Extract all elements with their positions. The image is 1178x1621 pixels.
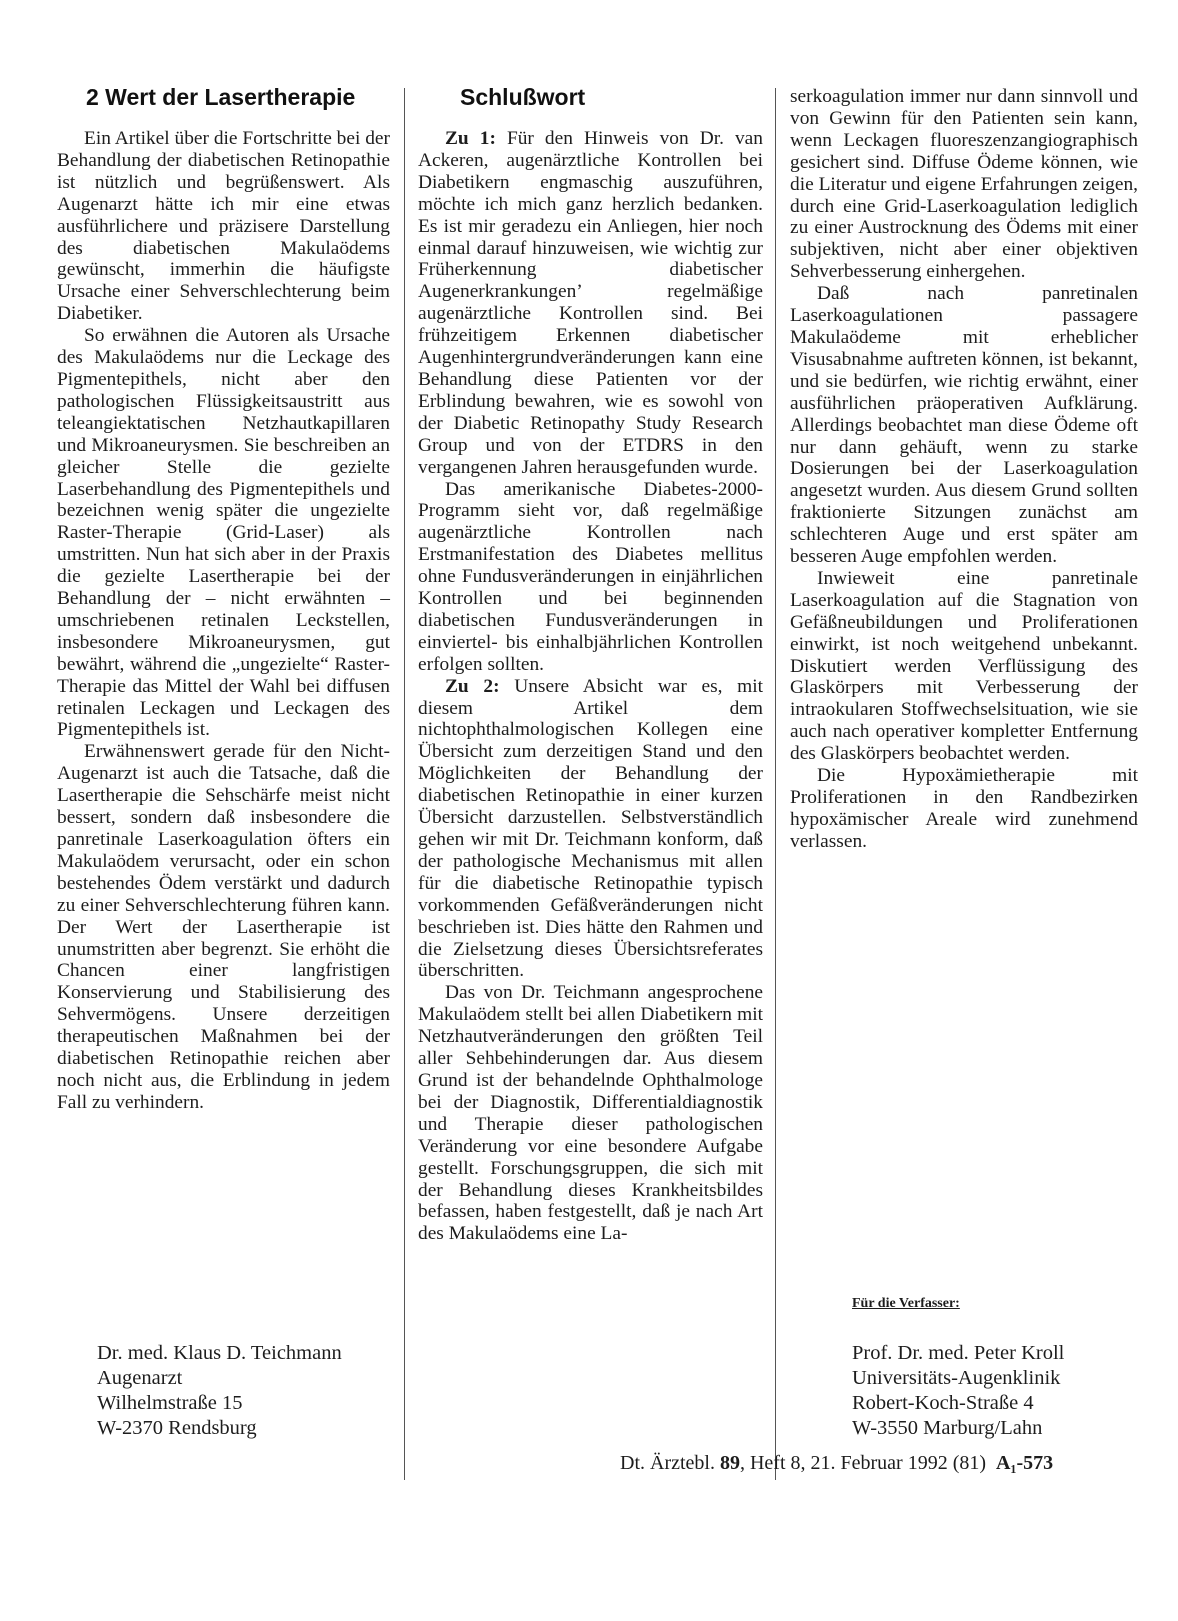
author-name: Dr. med. Klaus D. Teichmann	[97, 1342, 342, 1364]
paragraph: Das von Dr. Teichmann angesprochene Makulaödem stellt bei allen Diabetikern mit Netzhautveränderungen den größten Teil aller Sehbehinderungen dar. Aus diesem Grund ist der behandelnde Ophthalmologe bei der Diagnostik, Differentialdiagnostik und Therapie dieser pathologischen Veränderung vor eine besondere Aufgabe gestellt. Forschungsgruppen, die sich mit der Behandlung dieses Krankheitsbildes befassen, haben festgestellt, daß je nach Art des Makulaödems eine La-	[418, 982, 763, 1245]
paragraph: Daß nach panretinalen Laserkoagulationen passagere Makulaödeme mit erheblicher Visusabnahme auftreten können, ist bekannt, und sie bedürfen, wie richtig erwähnt, einer ausführlichen präoperativen Aufklärung. Allerdings beobachtet man diese Ödeme oft nur dann gehäuft, wenn zu starke Dosierungen bei der Laserkoagulation angesetzt wurden. Aus diesem Grund sollten fraktionierte Sitzungen zunächst am schlechteren Auge und erst später am besseren Auge empfohlen werden.	[790, 283, 1138, 568]
author-street: Robert-Koch-Straße 4	[852, 1392, 1034, 1414]
paragraph-lead: Zu 1:	[445, 128, 496, 149]
section-heading: 2 Wert der Lasertherapie	[86, 84, 356, 110]
paragraph: Das amerikanische Diabetes-2000-Programm sieht vor, daß regelmäßige augenärztliche Kontrollen nach Erstmanifestation des Diabetes mellitus ohne Fundusveränderungen in einjährlichen Kontrollen und bei beginnenden diabetischen Fundusveränderungen in einviertel- bis einhalbjährlichen Kontrollen erfolgen sollten.	[418, 478, 763, 675]
author-city: W-3550 Marburg/Lahn	[852, 1417, 1043, 1439]
page-footer	[620, 1452, 1053, 1475]
page-number: A₁-573	[996, 1452, 1054, 1474]
column-middle	[418, 84, 763, 1245]
paragraph: Die Hypoxämietherapie mit Proliferationen in den Randbezirken hypoxämischer Areale wird zunehmend verlassen.	[790, 765, 1138, 852]
column-left	[57, 84, 390, 1114]
paragraph: So erwähnen die Autoren als Ursache des Makulaödems nur die Leckage des Pigmentepithels, nicht aber den pathologischen Flüssigkeitsaustritt aus teleangiektatischen Netzhautkapillaren und Mikroaneurysmen. Sie beschreiben an gleicher Stelle die gezielte Laserbehandlung des Pigmentepithels und bezeichnen wenig später die ungezielte Raster-Therapie (Grid-Laser) als umstritten. Nun hat sich aber in der Praxis die gezielte Lasertherapie bei der Behandlung der – nicht erwähnten – umschriebenen retinalen Leckstellen, insbesondere Mikroaneurysmen, gut bewährt, während die „ungezielte“ Raster-Therapie das Mittel der Wahl bei diffusen retinalen Leckagen und Leckagen des Pigmentepithels ist.	[57, 325, 390, 741]
paragraph-lead: Zu 2:	[445, 675, 500, 697]
column-divider	[404, 88, 405, 1480]
paragraph	[418, 676, 763, 983]
author-address-teichmann	[97, 1341, 342, 1441]
paragraph-text: Unsere Absicht war es, mit diesem Artikel dem nichtophthalmologischen Kollegen eine Übersicht zum derzeitigen Stand und den Möglichkeiten der Behandlung der diabetischen Retinopathie in einer kurzen Übersicht darzustellen. Selbstverständlich gehen wir mit Dr. Teichmann konform, daß der pathologische Mechanismus mit allen für die diabetische Retinopathie typisch vorkommenden Gefäßveränderungen nicht beschrieben ist. Dies hätte den Rahmen und die Zielsetzung dieses Übersichtsreferates überschritten.	[418, 675, 763, 982]
paragraph	[418, 128, 763, 479]
paragraph: Inwieweit eine panretinale Laserkoagulation auf die Stagnation von Gefäßneubildungen und Proliferationen einwirkt, ist noch weitgehend unbekannt. Diskutiert werden Verflüssigung des Glaskörpers mit Verbesserung der intraokularen Stoffwechselsituation, wie sie auch nach operativer kompletter Entfernung des Glaskörpers beobachtet werden.	[790, 567, 1138, 765]
author-city: W-2370 Rendsburg	[97, 1417, 257, 1439]
paragraph: serkoagulation immer nur dann sinnvoll und von Gewinn für den Patienten sein kann, wenn Leckagen fluoreszenzangiographisch gesichert sind. Diffuse Ödeme können, wie die Literatur und eigene Erfahrungen zeigen, durch eine Grid-Laserkoagulation lediglich zu einer Austrocknung des Ödems mit einer subjektiven, nicht aber einer objektiven Sehverbesserung einhergehen.	[790, 86, 1138, 283]
author-name: Prof. Dr. med. Peter Kroll	[852, 1342, 1065, 1364]
author-institution: Universitäts-Augenklinik	[852, 1367, 1061, 1389]
paragraph: Erwähnenswert gerade für den Nicht-Augenarzt ist auch die Tatsache, daß die Lasertherapie die Sehschärfe meist nicht bessert, sondern daß insbesondere die panretinale Laserkoagulation öfters ein Makulaödem verursacht, oder ein schon bestehendes Ödem verstärkt und dadurch zu einer Sehverschlechterung führen kann. Der Wert der Lasertherapie ist unumstritten aber begrenzt. Sie erhöht die Chancen einer langfristigen Konservierung und Stabilisierung des Sehvermögens. Unsere derzeitigen therapeutischen Maßnahmen bei der diabetischen Retinopathie reichen aber noch nicht aus, die Erblindung in jedem Fall zu verhindern.	[57, 741, 390, 1113]
journal-volume: 89	[719, 1452, 740, 1474]
journal-name: Dt. Ärztebl.	[620, 1452, 715, 1474]
authors-label: Für die Verfasser:	[852, 1296, 960, 1311]
author-street: Wilhelmstraße 15	[97, 1392, 243, 1414]
journal-issue: , Heft 8, 21. Februar 1992 (81)	[739, 1452, 987, 1474]
author-role: Augenarzt	[97, 1367, 183, 1389]
paragraph-text: Für den Hinweis von Dr. van Ackeren, augenärztliche Kontrollen bei Diabetikern engmaschig auszuführen, möchte ich mich ganz herzlich bedanken. Es ist mir geradezu ein Anliegen, hier noch einmal darauf hinzuweisen, wie wichtig zur Früherkennung diabetischer Augenerkrankungen’ regelmäßige augenärztliche Kontrollen sind. Bei frühzeitigem Erkennen diabetischer Augenhintergrundveränderungen kann eine Behandlung diese Patienten vor der Erblindung bewahren, wie es sowohl von der Diabetic Retinopathy Study Research Group und von der ETDRS in den vergangenen Jahren herausgefunden wurde.	[418, 128, 763, 478]
column-right	[790, 86, 1138, 853]
paragraph: Ein Artikel über die Fortschritte bei der Behandlung der diabetischen Retinopathie ist nützlich und begrüßenswert. Als Augenarzt hätte ich mir eine etwas ausführlichere und präzisere Darstellung des diabetischen Makulaödems gewünscht, immerhin die häufigste Ursache einer Sehverschlechterung beim Diabetiker.	[57, 128, 390, 325]
column-divider	[775, 88, 776, 1480]
author-address-kroll	[852, 1341, 1064, 1441]
section-heading: Schlußwort	[460, 84, 586, 110]
